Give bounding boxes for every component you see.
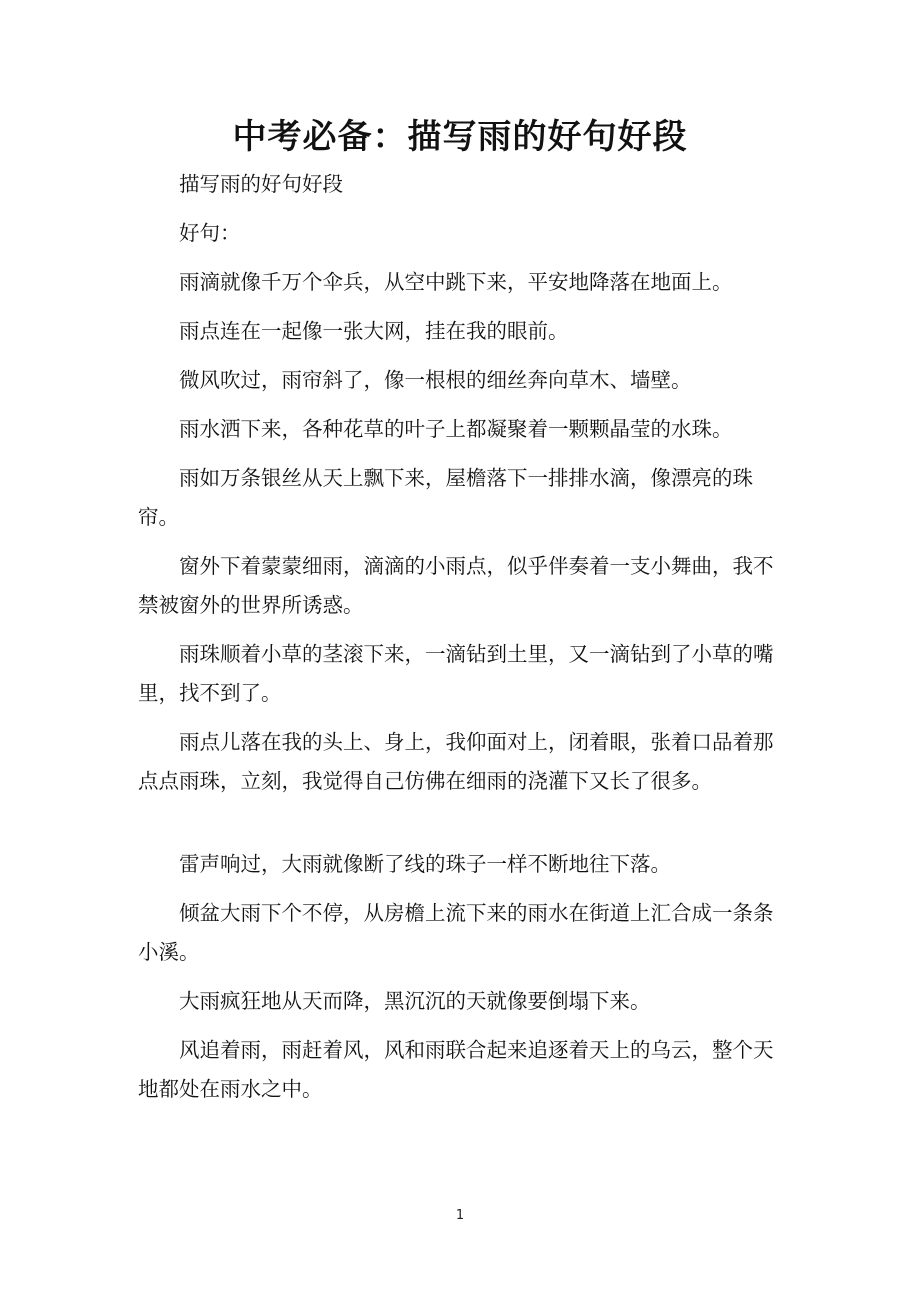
paragraph: 雨水洒下来，各种花草的叶子上都凝聚着一颗颗晶莹的水珠。 (179, 417, 733, 441)
section-label: 好句： (179, 221, 241, 245)
paragraph: 雨点连在一起像一张大网，挂在我的眼前。 (179, 319, 569, 343)
document-body (138, 165, 778, 1119)
paragraph: 窗外下着蒙蒙细雨，滴滴的小雨点，似乎伴奏着一支小舞曲，我不禁被窗外的世界所诱惑。 (138, 554, 774, 617)
paragraph: 雷声响过，大雨就像断了线的珠子一样不断地往下落。 (179, 852, 671, 876)
paragraph: 大雨疯狂地从天而降，黑沉沉的天就像要倒塌下来。 (179, 989, 651, 1013)
paragraph: 雨点儿落在我的头上、身上，我仰面对上，闭着眼，张着口品着那点点雨珠，立刻，我觉得自己仿佛在细雨的浇灌下又长了很多。 (138, 730, 774, 793)
paragraph: 风追着雨，雨赶着风，风和雨联合起来追逐着天上的乌云，整个天地都处在雨水之中。 (138, 1038, 774, 1101)
paragraph: 雨滴就像千万个伞兵，从空中跳下来，平安地降落在地面上。 (179, 270, 733, 294)
document-title: 中考必备：描写雨的好句好段 (232, 117, 688, 157)
paragraph: 雨珠顺着小草的茎滚下来，一滴钻到土里，又一滴钻到了小草的嘴里，找不到了。 (138, 642, 774, 705)
paragraph: 雨如万条银丝从天上飘下来，屋檐落下一排排水滴，像漂亮的珠帘。 (138, 466, 753, 529)
paragraph: 微风吹过，雨帘斜了，像一根根的细丝奔向草木、墙壁。 (179, 368, 692, 392)
paragraph: 倾盆大雨下个不停，从房檐上流下来的雨水在街道上汇合成一条条小溪。 (138, 901, 774, 964)
subtitle: 描写雨的好句好段 (179, 172, 343, 196)
paragraph-gap (138, 811, 778, 845)
page-number: 1 (455, 1208, 465, 1223)
